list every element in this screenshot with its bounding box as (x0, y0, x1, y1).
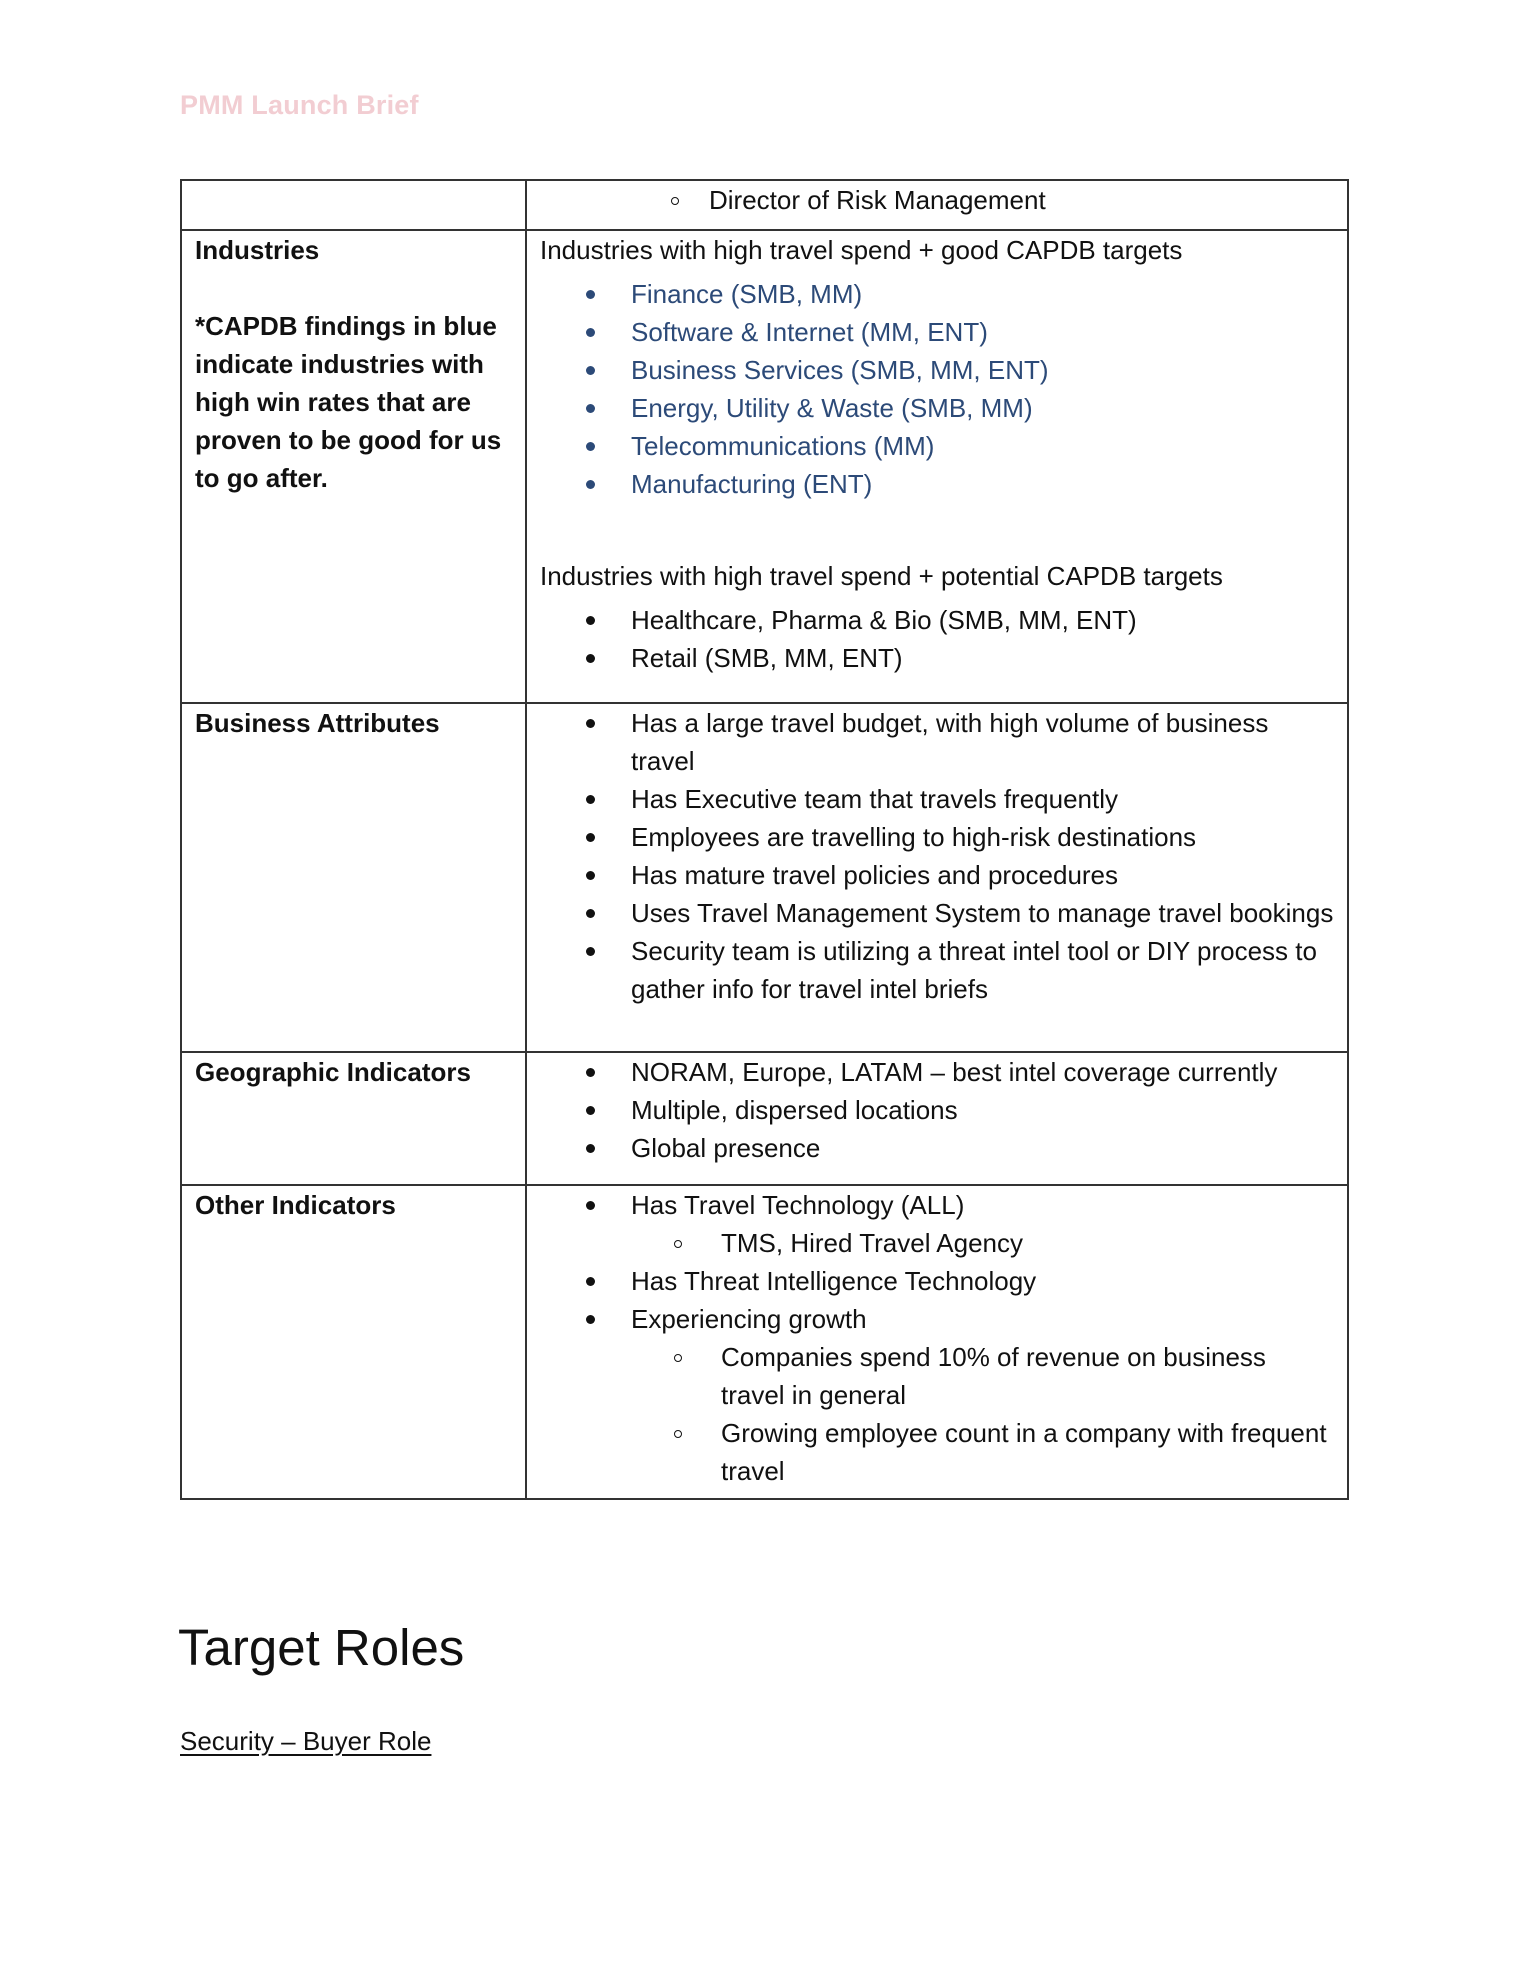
bullet-icon (586, 480, 595, 489)
row-content (526, 703, 1348, 1052)
bullet-icon (586, 290, 595, 299)
bullet-icon (586, 1201, 595, 1210)
sub-list (631, 1338, 1335, 1490)
table-row-industries (181, 230, 1348, 703)
list-item: Employees are travelling to high-risk destinations (540, 818, 1335, 856)
bullet-icon (586, 404, 595, 413)
security-buyer-role-subheading: Security – Buyer Role (180, 1726, 432, 1756)
list-item: Has a large travel budget, with high volume of business travel (540, 704, 1335, 780)
list-item: Uses Travel Management System to manage travel bookings (540, 894, 1335, 932)
bullet-icon (586, 1144, 595, 1153)
capdb-industry-list (540, 275, 1335, 503)
bullet-icon (586, 616, 595, 625)
list-item: Experiencing growth Companies spend 10% of revenue on business travel in general Growing employee count in a company with frequent travel (540, 1300, 1335, 1490)
sub-list-item: Growing employee count in a company with frequent travel (631, 1414, 1335, 1490)
bullet-icon (586, 328, 595, 337)
document-header-title: PMM Launch Brief (180, 90, 419, 120)
list-item: Business Services (SMB, MM, ENT) (540, 351, 1335, 389)
sub-list-item (540, 181, 1335, 219)
row-content (526, 180, 1348, 230)
other-indicators-list (540, 1186, 1335, 1490)
list-item: Retail (SMB, MM, ENT) (540, 639, 1335, 677)
list-item: Has Threat Intelligence Technology (540, 1262, 1335, 1300)
row-content (526, 1185, 1348, 1499)
bullet-icon (586, 1068, 595, 1077)
row-label (181, 230, 526, 703)
sub-list-item: TMS, Hired Travel Agency (631, 1224, 1335, 1262)
row-label (181, 1185, 526, 1499)
bullet-icon (586, 795, 595, 804)
sub-list (540, 181, 1335, 219)
list-item: NORAM, Europe, LATAM – best intel coverage currently (540, 1053, 1335, 1091)
business-attributes-list (540, 704, 1335, 1008)
table-row (181, 180, 1348, 230)
potential-industry-list (540, 601, 1335, 677)
row-label-text: Geographic Indicators (195, 1057, 471, 1087)
list-item: Has mature travel policies and procedures (540, 856, 1335, 894)
list-item: Global presence (540, 1129, 1335, 1167)
list-item: Software & Internet (MM, ENT) (540, 313, 1335, 351)
table-row-business-attributes (181, 703, 1348, 1052)
row-content (526, 230, 1348, 703)
bullet-icon (586, 947, 595, 956)
capdb-note: *CAPDB findings in blue indicate industries with high win rates that are proven to be good for us to go after. (195, 311, 502, 493)
list-item: Multiple, dispersed locations (540, 1091, 1335, 1129)
bullet-icon (586, 1277, 595, 1286)
list-item: Has Executive team that travels frequently (540, 780, 1335, 818)
row-content (526, 1052, 1348, 1185)
geographic-indicators-list (540, 1053, 1335, 1167)
target-profile-table (180, 179, 1349, 1500)
bullet-icon (586, 654, 595, 663)
bullet-icon (586, 909, 595, 918)
hollow-bullet-icon (674, 1430, 682, 1438)
sub-list (631, 1224, 1335, 1262)
bullet-icon (586, 442, 595, 451)
bullet-icon (586, 1315, 595, 1324)
row-label-text: Other Indicators (195, 1190, 396, 1220)
list-item: Manufacturing (ENT) (540, 465, 1335, 503)
list-item: Has Travel Technology (ALL) TMS, Hired Travel Agency (540, 1186, 1335, 1262)
hollow-bullet-icon (674, 1240, 682, 1248)
group-intro-potential-targets: Industries with high travel spend + potential CAPDB targets (540, 561, 1223, 591)
table-row-geographic-indicators (181, 1052, 1348, 1185)
hollow-bullet-icon (674, 1354, 682, 1362)
hollow-bullet-icon (671, 197, 679, 205)
row-label (181, 1052, 526, 1185)
group-intro-good-targets: Industries with high travel spend + good CAPDB targets (540, 235, 1183, 265)
bullet-icon (586, 719, 595, 728)
sub-list-item: Companies spend 10% of revenue on business travel in general (631, 1338, 1335, 1414)
row-label-text: Industries (195, 235, 320, 265)
list-item: Healthcare, Pharma & Bio (SMB, MM, ENT) (540, 601, 1335, 639)
list-item: Finance (SMB, MM) (540, 275, 1335, 313)
section-heading-target-roles: Target Roles (178, 1619, 465, 1676)
list-item: Security team is utilizing a threat intel tool or DIY process to gather info for travel intel briefs (540, 932, 1335, 1008)
bullet-icon (586, 1106, 595, 1115)
list-item: Energy, Utility & Waste (SMB, MM) (540, 389, 1335, 427)
bullet-icon (586, 871, 595, 880)
row-label-empty (181, 180, 526, 230)
table-row-other-indicators (181, 1185, 1348, 1499)
bullet-icon (586, 833, 595, 842)
row-label (181, 703, 526, 1052)
sub-item-text: Director of Risk Management (709, 185, 1046, 215)
list-item: Telecommunications (MM) (540, 427, 1335, 465)
row-label-text: Business Attributes (195, 708, 440, 738)
bullet-icon (586, 366, 595, 375)
